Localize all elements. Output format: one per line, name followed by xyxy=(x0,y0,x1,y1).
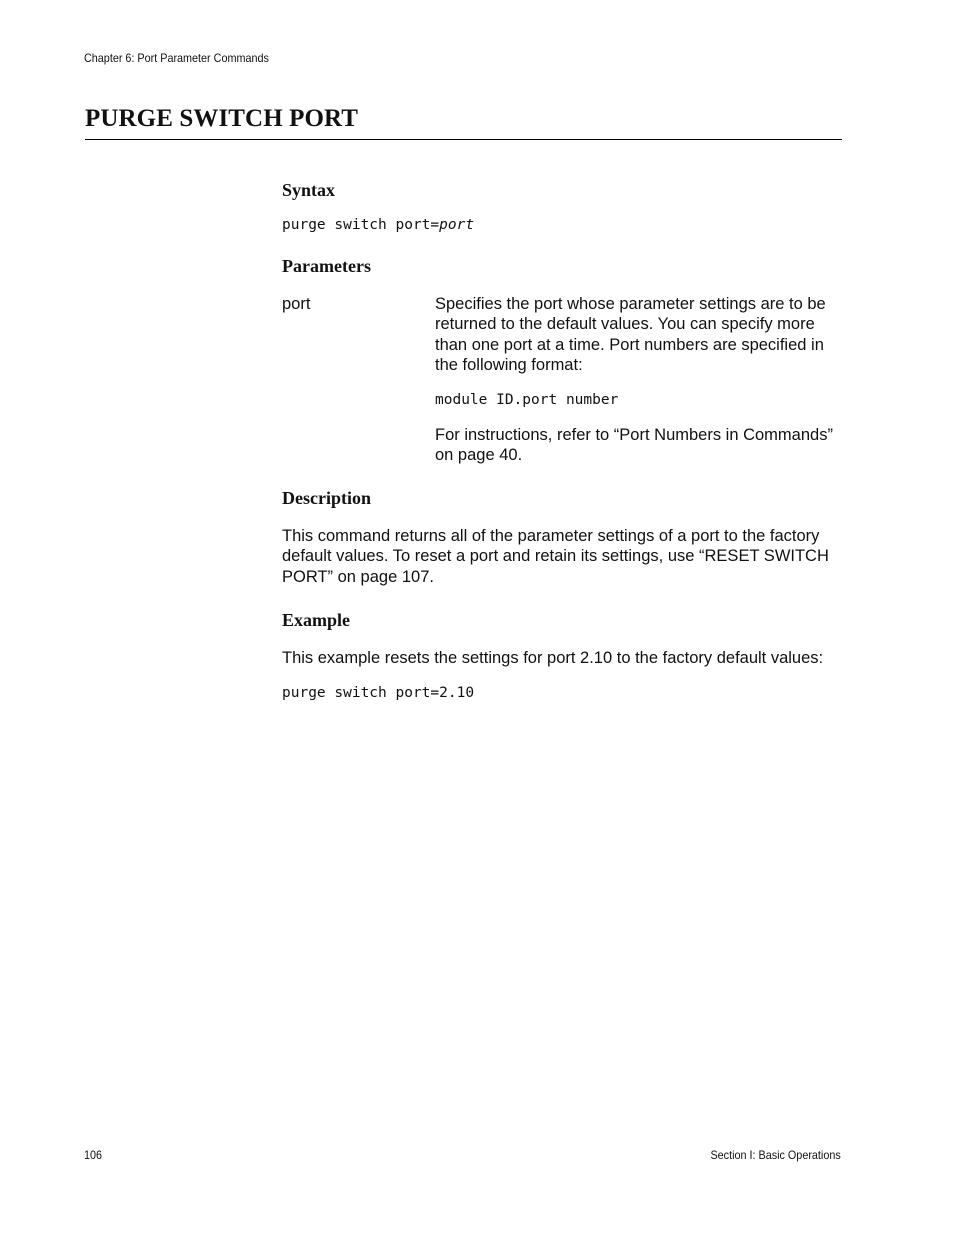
syntax-heading: Syntax xyxy=(282,180,336,200)
syntax-command-prefix: purge switch port= xyxy=(282,217,440,233)
page-title: PURGE SWITCH PORT xyxy=(85,105,359,132)
title-rule xyxy=(85,139,842,140)
description-heading: Description xyxy=(282,488,371,508)
footer-section: Section I: Basic Operations xyxy=(710,1148,841,1162)
syntax-command-param: port xyxy=(439,217,475,233)
parameters-heading: Parameters xyxy=(282,256,371,276)
example-text: This example resets the settings for port 2.10 to the factory default values: xyxy=(282,649,824,667)
running-header: Chapter 6: Port Parameter Commands xyxy=(84,51,269,65)
description-text: This command returns all of the parameter settings of a port to the factory default values. To reset a port and retain its settings, use “RESET SWITCH PORT” on page 107. xyxy=(282,527,829,586)
param-name: port xyxy=(282,295,311,313)
syntax-command xyxy=(282,217,474,233)
page-number: 106 xyxy=(84,1148,103,1162)
param-note: For instructions, refer to “Port Numbers in Commands” on page 40. xyxy=(435,426,833,465)
param-format: module ID.port number xyxy=(435,392,619,408)
param-description: Specifies the port whose parameter settings are to be returned to the default values. You can specify more than one port at a time. Port numbers are specified in the following format: xyxy=(435,295,826,374)
example-heading: Example xyxy=(282,610,351,630)
example-command: purge switch port=2.10 xyxy=(282,685,475,701)
